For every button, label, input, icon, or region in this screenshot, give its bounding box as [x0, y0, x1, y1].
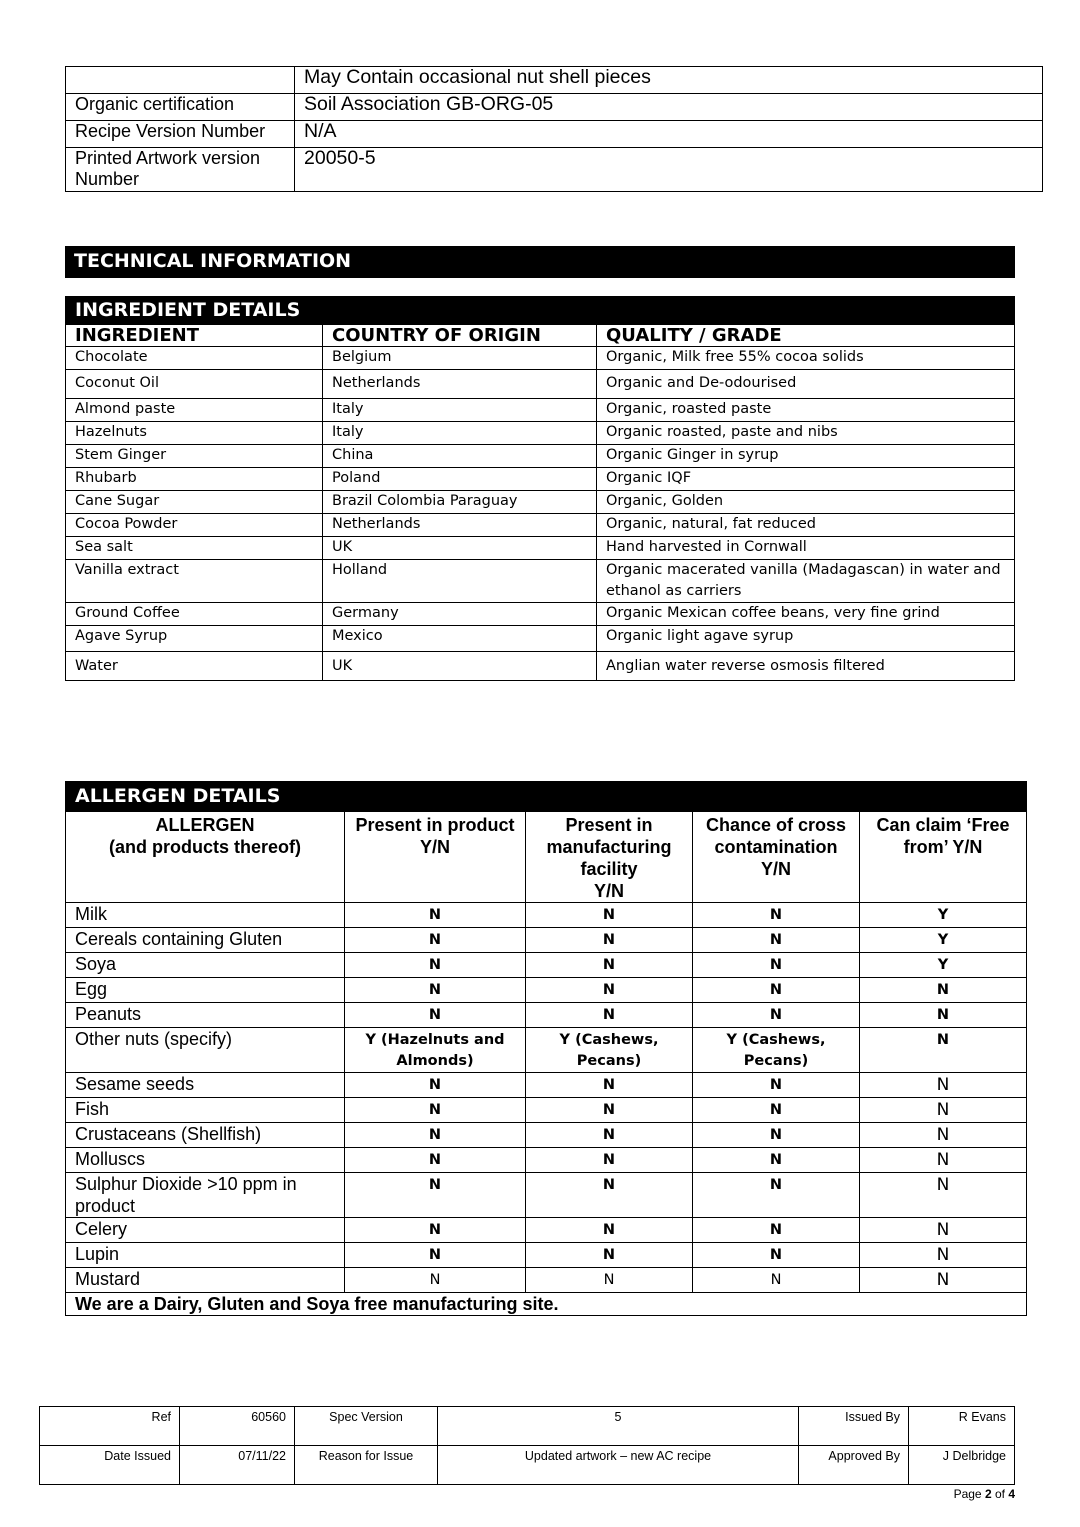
- allergen-value: Y: [860, 953, 1027, 978]
- origin-cell: Netherlands: [323, 514, 597, 537]
- allergen-value: N: [526, 1148, 693, 1173]
- allergen-value: N: [693, 1123, 860, 1148]
- origin-cell: UK: [323, 652, 597, 681]
- table-row: [66, 514, 1015, 537]
- ingredient-header-row: [66, 325, 1015, 347]
- origin-cell: Germany: [323, 603, 597, 626]
- footer-row: [40, 1407, 1015, 1446]
- table-row: [66, 370, 1015, 399]
- allergen-value: N: [526, 1098, 693, 1123]
- allergen-value: N: [345, 1098, 526, 1123]
- meta-row: [66, 121, 1043, 148]
- issued-by-value: R Evans: [909, 1407, 1015, 1446]
- column-header-free-from: Can claim ‘Free from’ Y/N: [860, 812, 1027, 903]
- allergen-details-table: [65, 781, 1027, 1316]
- table-row: [66, 1003, 1027, 1028]
- allergen-value: N: [345, 953, 526, 978]
- allergen-value: N: [860, 1243, 1027, 1268]
- allergen-value: N: [860, 1173, 1027, 1218]
- ingredient-cell: Hazelnuts: [66, 422, 323, 445]
- allergen-value: N: [860, 1028, 1027, 1073]
- quality-cell: Organic macerated vanilla (Madagascan) in water and ethanol as carriers: [597, 560, 1015, 603]
- meta-value: May Contain occasional nut shell pieces: [295, 67, 1043, 94]
- allergen-footer-row: [66, 1293, 1027, 1316]
- approved-by-value: J Delbridge: [909, 1446, 1015, 1485]
- column-header-quality: QUALITY / GRADE: [597, 325, 1015, 347]
- table-row: [66, 1148, 1027, 1173]
- allergen-value: N: [526, 1003, 693, 1028]
- allergen-value: N: [860, 978, 1027, 1003]
- allergen-name: Molluscs: [66, 1148, 345, 1173]
- allergen-name: Lupin: [66, 1243, 345, 1268]
- page-current: 2: [984, 1487, 992, 1501]
- table-row: [66, 1028, 1027, 1073]
- reason-label: Reason for Issue: [295, 1446, 438, 1485]
- allergen-value: N: [345, 1148, 526, 1173]
- table-row: [66, 399, 1015, 422]
- ref-value: 60560: [180, 1407, 295, 1446]
- meta-value: 20050-5: [295, 148, 1043, 192]
- origin-cell: Italy: [323, 399, 597, 422]
- ingredient-cell: Stem Ginger: [66, 445, 323, 468]
- meta-value: N/A: [295, 121, 1043, 148]
- ingredient-cell: Rhubarb: [66, 468, 323, 491]
- ingredient-title-row: [66, 297, 1015, 325]
- column-header-allergen: ALLERGEN (and products thereof): [66, 812, 345, 903]
- allergen-value: N: [693, 1148, 860, 1173]
- allergen-value: N: [860, 1268, 1027, 1293]
- technical-information-heading: TECHNICAL INFORMATION: [65, 246, 1015, 278]
- allergen-value: Y (Hazelnuts and Almonds): [345, 1028, 526, 1073]
- footer-row: [40, 1446, 1015, 1485]
- allergen-value: N: [693, 1073, 860, 1098]
- ingredient-cell: Water: [66, 652, 323, 681]
- allergen-name: Soya: [66, 953, 345, 978]
- allergen-value: N: [345, 928, 526, 953]
- table-row: [66, 1268, 1027, 1293]
- ingredient-cell: Coconut Oil: [66, 370, 323, 399]
- quality-cell: Organic IQF: [597, 468, 1015, 491]
- allergen-details-heading: ALLERGEN DETAILS: [66, 782, 1027, 812]
- column-header-present-in-facility: Present in manufacturing facility Y/N: [526, 812, 693, 903]
- allergen-header-row: [66, 812, 1027, 903]
- allergen-value: N: [526, 1218, 693, 1243]
- quality-cell: Organic roasted, paste and nibs: [597, 422, 1015, 445]
- origin-cell: UK: [323, 537, 597, 560]
- ingredient-cell: Cane Sugar: [66, 491, 323, 514]
- quality-cell: Organic, roasted paste: [597, 399, 1015, 422]
- table-row: [66, 652, 1015, 681]
- allergen-value: N: [693, 928, 860, 953]
- origin-cell: China: [323, 445, 597, 468]
- quality-cell: Organic and De-odourised: [597, 370, 1015, 399]
- table-row: [66, 978, 1027, 1003]
- allergen-value: N: [526, 928, 693, 953]
- spec-version-label: Spec Version: [295, 1407, 438, 1446]
- page-total: 4: [1008, 1487, 1015, 1501]
- table-row: [66, 603, 1015, 626]
- ingredient-cell: Chocolate: [66, 347, 323, 370]
- allergen-value: Y: [860, 928, 1027, 953]
- allergen-name: Celery: [66, 1218, 345, 1243]
- allergen-name: Cereals containing Gluten: [66, 928, 345, 953]
- date-issued-value: 07/11/22: [180, 1446, 295, 1485]
- table-row: [66, 422, 1015, 445]
- table-row: [66, 626, 1015, 652]
- table-row: [66, 445, 1015, 468]
- column-header-present-in-product: Present in product Y/N: [345, 812, 526, 903]
- page-prefix: Page: [953, 1487, 985, 1501]
- allergen-name: Sulphur Dioxide >10 ppm in product: [66, 1173, 345, 1218]
- column-header-cross-contamination: Chance of cross contamination Y/N: [693, 812, 860, 903]
- allergen-value: N: [345, 1243, 526, 1268]
- ingredient-cell: Almond paste: [66, 399, 323, 422]
- origin-cell: Italy: [323, 422, 597, 445]
- table-row: [66, 903, 1027, 928]
- quality-cell: Organic Ginger in syrup: [597, 445, 1015, 468]
- table-row: [66, 1098, 1027, 1123]
- column-header-ingredient: INGREDIENT: [66, 325, 323, 347]
- allergen-value: N: [860, 1148, 1027, 1173]
- reason-value: Updated artwork – new AC recipe: [438, 1446, 799, 1485]
- allergen-name: Mustard: [66, 1268, 345, 1293]
- allergen-value: N: [345, 978, 526, 1003]
- allergen-value: N: [526, 978, 693, 1003]
- allergen-value: N: [860, 1123, 1027, 1148]
- allergen-name: Sesame seeds: [66, 1073, 345, 1098]
- allergen-value: N: [693, 1098, 860, 1123]
- allergen-value: N: [526, 903, 693, 928]
- table-row: [66, 1173, 1027, 1218]
- document-control-footer: [39, 1406, 1015, 1485]
- meta-label: Printed Artwork version Number: [66, 148, 295, 192]
- allergen-value: N: [526, 1268, 693, 1293]
- meta-label: Recipe Version Number: [66, 121, 295, 148]
- table-row: [66, 468, 1015, 491]
- table-row: [66, 537, 1015, 560]
- allergen-name: Other nuts (specify): [66, 1028, 345, 1073]
- table-row: [66, 1218, 1027, 1243]
- allergen-value: N: [860, 1218, 1027, 1243]
- quality-cell: Organic, natural, fat reduced: [597, 514, 1015, 537]
- allergen-value: N: [526, 953, 693, 978]
- allergen-value: N: [693, 1218, 860, 1243]
- allergen-value: N: [345, 1173, 526, 1218]
- approved-by-label: Approved By: [799, 1446, 909, 1485]
- meta-row: [66, 67, 1043, 94]
- origin-cell: Belgium: [323, 347, 597, 370]
- allergen-value: N: [345, 1218, 526, 1243]
- table-row: [66, 491, 1015, 514]
- column-header-country: COUNTRY OF ORIGIN: [323, 325, 597, 347]
- quality-cell: Organic Mexican coffee beans, very fine grind: [597, 603, 1015, 626]
- quality-cell: Organic, Milk free 55% cocoa solids: [597, 347, 1015, 370]
- allergen-value: N: [860, 1098, 1027, 1123]
- table-row: [66, 928, 1027, 953]
- manufacturing-site-note: We are a Dairy, Gluten and Soya free manufacturing site.: [66, 1293, 1027, 1316]
- origin-cell: Holland: [323, 560, 597, 603]
- allergen-value: N: [693, 1003, 860, 1028]
- allergen-value: N: [693, 1243, 860, 1268]
- page-sep: of: [991, 1487, 1009, 1501]
- ingredient-details-table: [65, 296, 1015, 681]
- allergen-value: N: [526, 1243, 693, 1268]
- allergen-value: N: [526, 1173, 693, 1218]
- allergen-value: N: [860, 1073, 1027, 1098]
- allergen-name: Egg: [66, 978, 345, 1003]
- allergen-value: N: [860, 1003, 1027, 1028]
- ingredient-cell: Agave Syrup: [66, 626, 323, 652]
- allergen-name: Fish: [66, 1098, 345, 1123]
- quality-cell: Organic, Golden: [597, 491, 1015, 514]
- meta-label: Organic certification: [66, 94, 295, 121]
- allergen-title-row: [66, 782, 1027, 812]
- meta-row: [66, 94, 1043, 121]
- ingredient-cell: Sea salt: [66, 537, 323, 560]
- quality-cell: Organic light agave syrup: [597, 626, 1015, 652]
- allergen-value: N: [345, 1268, 526, 1293]
- page-number: [954, 1487, 1015, 1501]
- allergen-name: Peanuts: [66, 1003, 345, 1028]
- ingredient-cell: Cocoa Powder: [66, 514, 323, 537]
- table-row: [66, 953, 1027, 978]
- meta-row: [66, 148, 1043, 192]
- ingredient-details-heading: INGREDIENT DETAILS: [66, 297, 1015, 325]
- meta-label: [66, 67, 295, 94]
- product-meta-table: [65, 66, 1043, 192]
- allergen-value: Y (Cashews, Pecans): [526, 1028, 693, 1073]
- table-row: [66, 1123, 1027, 1148]
- issued-by-label: Issued By: [799, 1407, 909, 1446]
- origin-cell: Netherlands: [323, 370, 597, 399]
- quality-cell: Hand harvested in Cornwall: [597, 537, 1015, 560]
- date-issued-label: Date Issued: [40, 1446, 180, 1485]
- allergen-value: N: [693, 1268, 860, 1293]
- ingredient-cell: Ground Coffee: [66, 603, 323, 626]
- allergen-value: N: [345, 1073, 526, 1098]
- allergen-value: N: [345, 1003, 526, 1028]
- origin-cell: Mexico: [323, 626, 597, 652]
- table-row: [66, 347, 1015, 370]
- allergen-value: N: [345, 903, 526, 928]
- allergen-value: N: [526, 1123, 693, 1148]
- spec-version-value: 5: [438, 1407, 799, 1446]
- quality-cell: Anglian water reverse osmosis filtered: [597, 652, 1015, 681]
- allergen-value: N: [693, 953, 860, 978]
- table-row: [66, 1073, 1027, 1098]
- origin-cell: Poland: [323, 468, 597, 491]
- allergen-value: N: [693, 903, 860, 928]
- allergen-name: Milk: [66, 903, 345, 928]
- allergen-value: N: [693, 978, 860, 1003]
- allergen-name: Crustaceans (Shellfish): [66, 1123, 345, 1148]
- allergen-value: Y: [860, 903, 1027, 928]
- allergen-value: Y (Cashews, Pecans): [693, 1028, 860, 1073]
- table-row: [66, 560, 1015, 603]
- allergen-value: N: [345, 1123, 526, 1148]
- meta-value: Soil Association GB-ORG-05: [295, 94, 1043, 121]
- allergen-value: N: [693, 1173, 860, 1218]
- ingredient-cell: Vanilla extract: [66, 560, 323, 603]
- ref-label: Ref: [40, 1407, 180, 1446]
- table-row: [66, 1243, 1027, 1268]
- allergen-value: N: [526, 1073, 693, 1098]
- origin-cell: Brazil Colombia Paraguay: [323, 491, 597, 514]
